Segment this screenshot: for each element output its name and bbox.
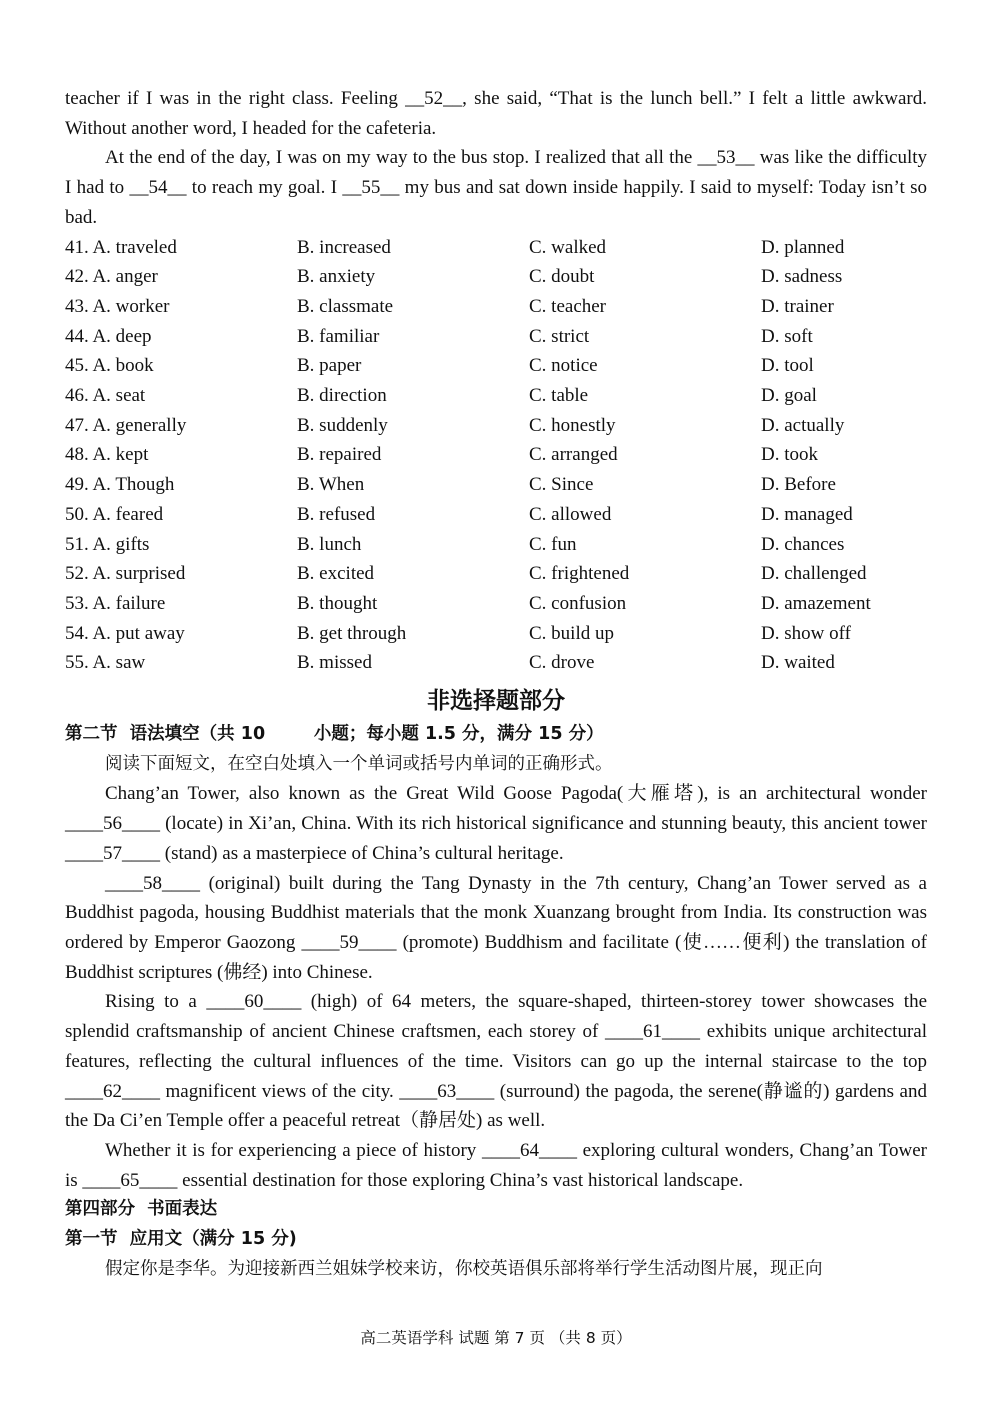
page-footer: 高二英语学科 试题 第 7 页 （共 8 页） [360,1329,632,1347]
option-a: 51. A. gifts [65,533,150,555]
question-row [65,589,927,619]
option-b: B. increased [297,236,391,258]
option-a: 42. A. anger [65,266,158,288]
option-b: B. anxiety [297,266,376,288]
option-d: D. planned [761,236,845,258]
option-c: C. frightened [529,563,630,585]
option-a: 50. A. feared [65,503,164,525]
passage-paragraph: At the end of the day, I was on my way to the bus stop. I realized that all the __53__ was like the difficulty I had to __54__ to reach my goal. I __55__ my bus and sat down inside happily. I said to myself: Today isn’t so bad. [65,147,927,228]
option-c: C. strict [529,325,590,347]
option-c: C. fun [529,533,577,555]
option-d: D. took [761,444,818,466]
option-a: 52. A. surprised [65,563,186,585]
option-a: 47. A. generally [65,414,187,436]
option-c: C. arranged [529,444,618,466]
option-b: B. thought [297,592,378,614]
question-row [65,648,927,678]
grammar-paragraph: ____58____ (original) built during the Tang Dynasty in the 7th century, Chang’an Tower served as a Buddhist pagoda, housing Buddhist materials that the monk Xuanzang brought from India. Its construction was ordered by Emperor Gaozong ____59____ (promote) Buddhism and facilitate (使……便利) the translation of Buddhist scriptures (佛经) into Chinese. [65,872,927,983]
option-a: 46. A. seat [65,385,146,407]
option-a: 48. A. kept [65,444,149,466]
page-content [65,84,927,1284]
option-a: 55. A. saw [65,652,146,674]
option-a: 41. A. traveled [65,236,177,258]
question-row [65,351,927,381]
option-a: 43. A. worker [65,295,170,317]
option-c: C. doubt [529,266,595,288]
option-d: D. amazement [761,592,871,614]
option-c: C. build up [529,622,614,644]
option-d: D. actually [761,414,845,436]
option-a: 54. A. put away [65,622,185,644]
option-c: C. honestly [529,414,616,436]
option-b: B. familiar [297,325,380,347]
question-row [65,619,927,649]
option-b: B. When [297,474,365,496]
option-a: 45. A. book [65,355,154,377]
option-c: C. notice [529,355,598,377]
option-c: C. teacher [529,295,607,317]
option-b: B. missed [297,652,372,674]
question-row [65,233,927,263]
option-d: D. waited [761,652,835,674]
question-row [65,381,927,411]
option-d: D. chances [761,533,845,555]
grammar-paragraph: Whether it is for experiencing a piece of history ____64____ exploring cultural wonders, Chang’an Tower is ____65____ essential destination for those exploring China’s vast historical landscape. [65,1139,927,1191]
question-row [65,470,927,500]
option-b: B. paper [297,355,362,377]
option-b: B. lunch [297,533,362,555]
option-b: B. get through [297,622,407,644]
writing-section-heading: 第一节 应用文（满分 15 分) [65,1229,297,1250]
question-row [65,530,927,560]
writing-prompt: 假定你是李华。为迎接新西兰姐妹学校来访，你校英语俱乐部将举行学生活动图片展，现正向 [105,1258,823,1279]
option-d: D. trainer [761,295,834,317]
option-d: D. Before [761,474,836,496]
option-b: B. excited [297,563,375,585]
passage-paragraph: teacher if I was in the right class. Feeling __52__, she said, “That is the lunch bell.” I felt a little awkward. Without another word, I headed for the cafeteria. [65,88,927,139]
cloze-options [65,233,927,679]
question-row [65,292,927,322]
section-title: 非选择题部分 [427,688,565,715]
grammar-paragraph: Chang’an Tower, also known as the Great Wild Goose Pagoda(大雁塔), is an architectural wonder ____56____ (locate) in Xi’an, China. With its rich historical significance and stunning beauty, this ancient tower ____57____ (stand) as a masterpiece of China’s cultural heritage. [65,783,927,864]
question-row [65,322,927,352]
option-c: C. confusion [529,592,627,614]
grammar-heading: 第二节 语法填空（共 10 小题；每小题 1.5 分，满分 15 分） [65,724,604,745]
option-d: D. tool [761,355,814,377]
option-c: C. walked [529,236,607,258]
question-row [65,559,927,589]
question-row [65,440,927,470]
option-a: 44. A. deep [65,325,152,347]
option-d: D. soft [761,325,813,347]
option-b: B. repaired [297,444,382,466]
option-d: D. goal [761,385,817,407]
question-row [65,411,927,441]
option-a: 53. A. failure [65,592,166,614]
option-d: D. sadness [761,266,843,288]
option-c: C. table [529,385,589,407]
option-c: C. Since [529,474,594,496]
option-b: B. direction [297,385,387,407]
question-row [65,500,927,530]
option-b: B. suddenly [297,414,388,436]
writing-part-heading: 第四部分 书面表达 [65,1199,218,1220]
option-b: B. classmate [297,295,394,317]
option-a: 49. A. Though [65,474,175,496]
option-c: C. allowed [529,503,612,525]
question-row [65,262,927,292]
option-d: D. show off [761,622,851,644]
option-d: D. challenged [761,563,867,585]
grammar-instruction: 阅读下面短文，在空白处填入一个单词或括号内单词的正确形式。 [105,753,613,774]
option-b: B. refused [297,503,376,525]
grammar-paragraph: Rising to a ____60____ (high) of 64 meters, the square-shaped, thirteen-storey tower showcases the splendid craftsmanship of ancient Chinese craftsmen, each storey of ____61____ exhibits unique architectural features, reflecting the cultural influences of the time. Visitors can go up the internal staircase to the top ____62____ magnificent views of the city. ____63____ (surround) the pagoda, the serene(静谧的) gardens and the Da Ci’en Temple offer a peaceful retreat（静居处) as well. [65,991,927,1132]
option-c: C. drove [529,652,595,674]
option-d: D. managed [761,503,853,525]
